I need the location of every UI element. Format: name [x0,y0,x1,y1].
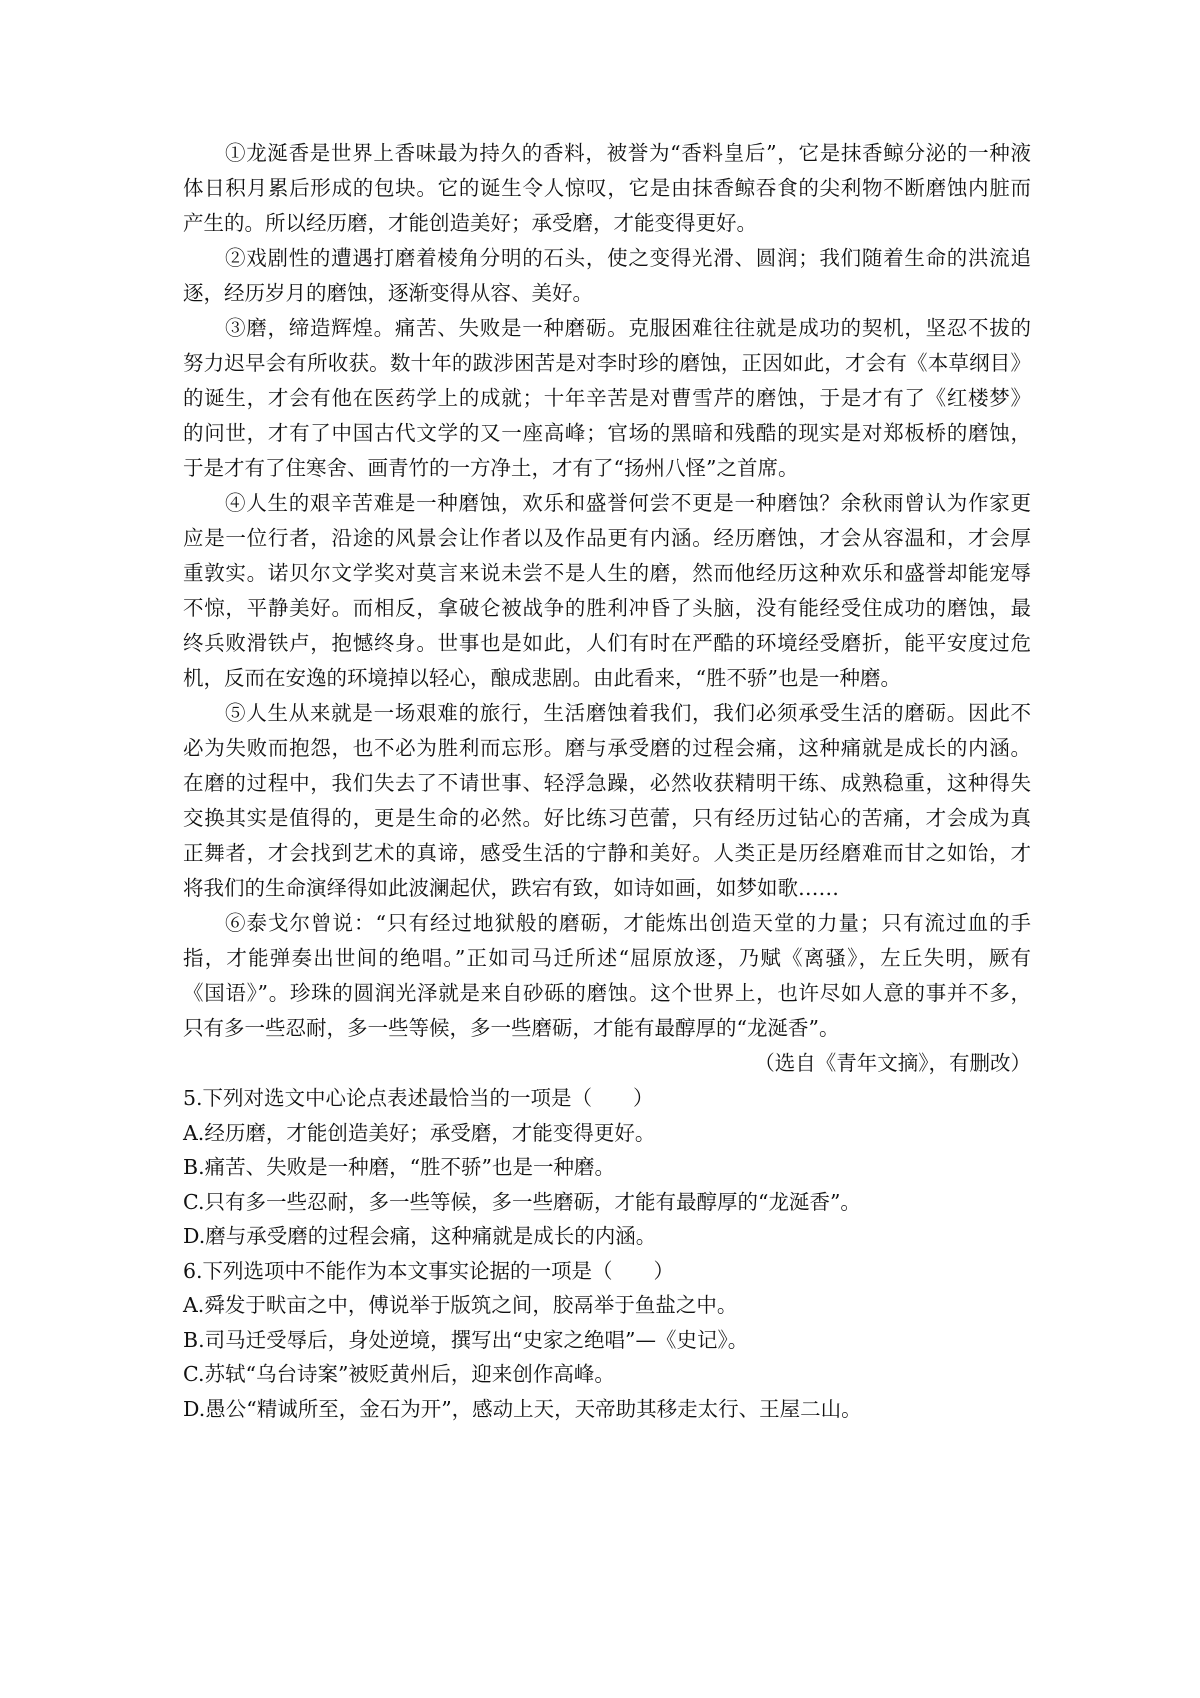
paragraph-line: 于是才有了住寒舍、画青竹的一方净土，才有了“扬州八怪”之首席。 [183,456,799,480]
paragraph-line: 《国语》”。珍珠的圆润光泽就是来自砂砾的磨蚀。这个世界上，也许尽如人意的事并不多， [183,981,1031,1005]
paragraph-4 [183,486,1031,696]
paragraph-line: 在磨的过程中，我们失去了不请世事、轻浮急躁，必然收获精明干练、成熟稳重，这种得失 [183,771,1031,795]
question-stem: 5.下列对选文中心论点表述最恰当的一项是（ ） [183,1086,654,1110]
paragraph-line: 必为失败而抱怨，也不必为胜利而忘形。磨与承受磨的过程会痛，这种痛就是成长的内涵。 [183,736,1031,760]
question-6 [183,1254,1031,1427]
paragraph-2 [183,241,1031,311]
question-stem: 6.下列选项中不能作为本文事实论据的一项是（ ） [183,1258,675,1283]
paragraph-3 [183,311,1031,486]
paragraph-line: ②戏剧性的遭遇打磨着棱角分明的石头，使之变得光滑、圆润；我们随着生命的洪流追 [225,246,1031,270]
questions [183,1081,1031,1426]
answer-option: B.痛苦、失败是一种磨，“胜不骄”也是一种磨。 [183,1155,616,1179]
paragraph-line: 机，反而在安逸的环境掉以轻心，酿成悲剧。由此看来，“胜不骄”也是一种磨。 [183,666,901,690]
paragraph-line: 的诞生，才会有他在医药学上的成就；十年辛苦是对曹雪芹的磨蚀，于是才有了《红楼梦》 [183,386,1031,410]
document-body [183,136,1031,1426]
paragraph-6 [183,906,1031,1046]
paragraph-line: 指，才能弹奏出世间的绝唱。”正如司马迁所述“屈原放逐，乃赋《离骚》，左丘失明，厥有 [183,946,1031,970]
paragraph-line: 应是一位行者，沿途的风景会让作者以及作品更有内涵。经历磨蚀，才会从容温和，才会厚 [183,526,1031,550]
paragraph-line: 正舞者，才会找到艺术的真谛，感受生活的宁静和美好。人类正是历经磨难而甘之如饴，才 [183,841,1031,865]
paragraph-line: 努力迟早会有所收获。数十年的跋涉困苦是对李时珍的磨蚀，正因如此，才会有《本草纲目》 [183,351,1031,375]
article [183,136,1031,1046]
paragraph-line: 将我们的生命演绎得如此波澜起伏，跌宕有致，如诗如画，如梦如歌…… [183,876,839,900]
answer-option: C.只有多一些忍耐，多一些等候，多一些磨砺，才能有最醇厚的“龙涎香”。 [183,1189,861,1214]
question-5 [183,1081,1031,1254]
paragraph-line: 只有多一些忍耐，多一些等候，多一些磨砺，才能有最醇厚的“龙涎香”。 [183,1016,840,1040]
paragraph-line: 重敦实。诺贝尔文学奖对莫言来说未尝不是人生的磨，然而他经历这种欢乐和盛誉却能宠辱 [183,561,1031,585]
paragraph-line: 产生的。所以经历磨，才能创造美好；承受磨，才能变得更好。 [183,211,757,235]
paragraph-line: 逐，经历岁月的磨蚀，逐渐变得从容、美好。 [183,281,593,305]
paragraph-line: ③磨，缔造辉煌。痛苦、失败是一种磨砺。克服困难往往就是成功的契机，坚忍不拔的 [225,316,1031,340]
paragraph-line: 交换其实是值得的，更是生命的必然。好比练习芭蕾，只有经历过钻心的苦痛，才会成为真 [183,806,1031,830]
answer-option: B.司马迁受辱后，身处逆境，撰写出“史家之绝唱”—《史记》。 [183,1327,749,1352]
paragraph-line: ⑤人生从来就是一场艰难的旅行，生活磨蚀着我们，我们必须承受生活的磨砺。因此不 [225,701,1031,725]
paragraph-line: 不惊，平静美好。而相反，拿破仑被战争的胜利冲昏了头脑，没有能经受住成功的磨蚀，最 [183,596,1031,620]
paragraph-line: ④人生的艰辛苦难是一种磨蚀，欢乐和盛誉何尝不更是一种磨蚀？余秋雨曾认为作家更 [225,491,1031,515]
answer-option: A.舜发于畎亩之中，傅说举于版筑之间，胶鬲举于鱼盐之中。 [183,1293,738,1317]
answer-option: C.苏轼“乌台诗案”被贬黄州后，迎来创作高峰。 [183,1362,615,1386]
answer-option: D.磨与承受磨的过程会痛，这种痛就是成长的内涵。 [183,1224,657,1248]
paragraph-line: ①龙涎香是世界上香味最为持久的香料，被誉为“香料皇后”，它是抹香鲸分泌的一种液 [225,141,1031,165]
answer-option: D.愚公“精诚所至，金石为开”，感动上天，天帝助其移走太行、王屋二山。 [183,1396,862,1421]
paragraph-5 [183,696,1031,906]
paragraph-line: 体日积月累后形成的包块。它的诞生令人惊叹，它是由抹香鲸吞食的尖利物不断磨蚀内脏而 [183,176,1031,200]
paragraph-line: 的问世，才有了中国古代文学的又一座高峰；官场的黑暗和残酷的现实是对郑板桥的磨蚀， [183,421,1031,445]
paragraph-line: ⑥泰戈尔曾说：“只有经过地狱般的磨砺，才能炼出创造天堂的力量；只有流过血的手 [225,911,1031,935]
answer-option: A.经历磨，才能创造美好；承受磨，才能变得更好。 [183,1120,656,1145]
paragraph-1 [183,136,1031,241]
paragraph-line: 终兵败滑铁卢，抱憾终身。世事也是如此，人们有时在严酷的环境经受磨折，能平安度过危 [183,631,1031,655]
source-citation: （选自《青年文摘》，有删改） [754,1051,1031,1075]
